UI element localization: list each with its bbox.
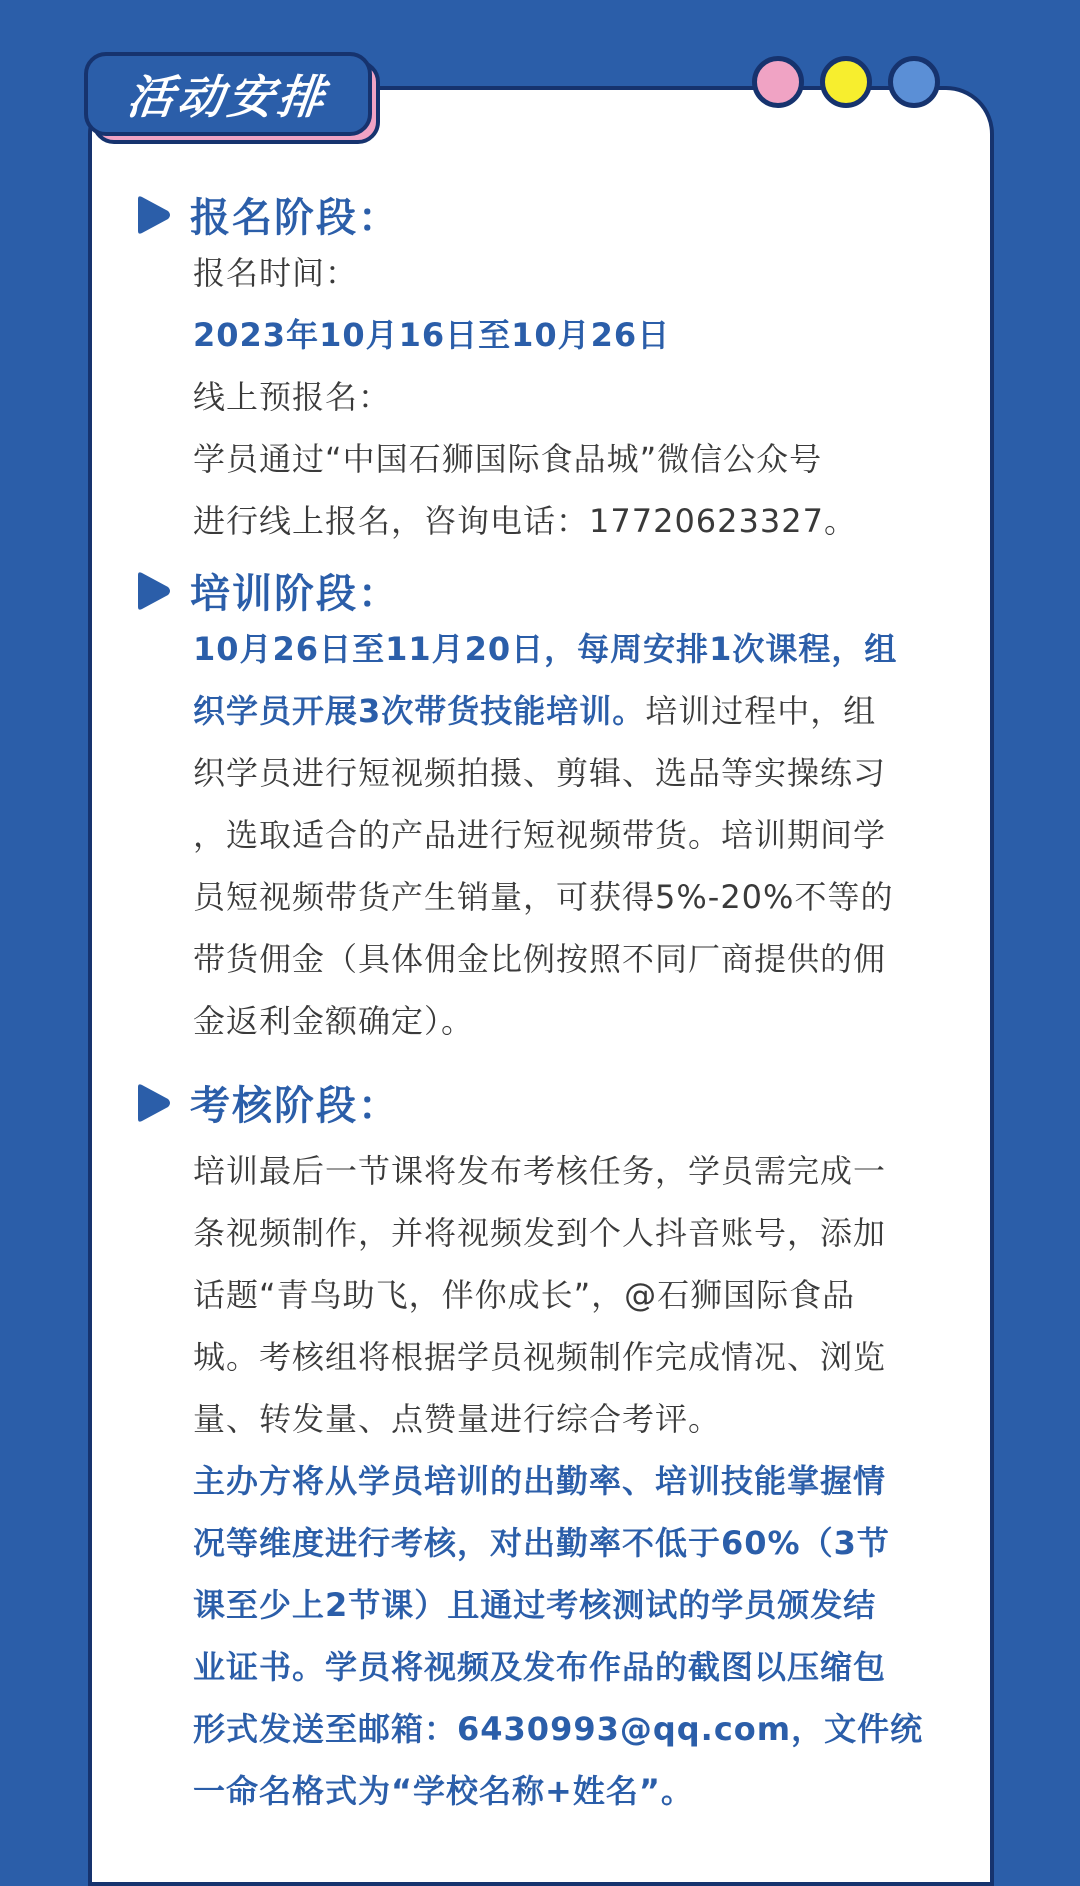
- text-line: [193, 1146, 886, 1192]
- text-line: [193, 1208, 886, 1254]
- text-line: [193, 1704, 923, 1750]
- text-line: [193, 1642, 886, 1688]
- text-line: [193, 1456, 886, 1502]
- pink-dot-icon: [752, 56, 804, 108]
- play-arrow-icon: [134, 195, 172, 235]
- body-text: 条视频制作，并将视频发到个人抖音账号，添加: [193, 1214, 887, 1252]
- text-line: [193, 810, 886, 856]
- text-line: [193, 686, 876, 732]
- body-text: 织学员进行短视频拍摄、剪辑、选品等实操练习: [193, 754, 887, 792]
- text-line: [193, 1518, 890, 1564]
- play-arrow-icon: [134, 571, 172, 611]
- text-line: [193, 372, 391, 418]
- text-line: [193, 872, 893, 918]
- text-line: [193, 934, 886, 980]
- text-line: [193, 1332, 886, 1378]
- text-line: [193, 996, 474, 1042]
- highlighted-text: 2023年10月16日至10月26日: [193, 316, 671, 354]
- text-line: [193, 248, 358, 294]
- text-line: [193, 624, 897, 670]
- section-heading: [134, 1074, 400, 1131]
- blue-dot-icon: [888, 56, 940, 108]
- text-line: [193, 1766, 694, 1812]
- highlighted-text: 课至少上2节课）且通过考核测试的学员颁发结: [193, 1586, 877, 1624]
- text-line: [193, 1270, 855, 1316]
- body-text: 金返利金额确定）。: [193, 1002, 475, 1040]
- highlighted-text: 织学员开展3次带货技能培训。: [193, 692, 646, 730]
- body-text: 线上预报名：: [193, 378, 392, 416]
- highlighted-text: 业证书。学员将视频及发布作品的截图以压缩包: [193, 1648, 887, 1686]
- body-text: 带货佣金（具体佣金比例按照不同厂商提供的佣: [193, 940, 887, 978]
- body-text: 城。考核组将根据学员视频制作完成情况、浏览: [193, 1338, 887, 1376]
- text-line: [193, 496, 857, 542]
- highlighted-text: 况等维度进行考核，对出勤率不低于60%（3节: [193, 1524, 890, 1562]
- body-text: 员短视频带货产生销量，可获得5%-20%不等的: [193, 878, 894, 916]
- page-title: 活动安排: [124, 70, 331, 124]
- title-tab: [84, 52, 372, 136]
- text-line: [193, 310, 670, 356]
- body-text: 报名时间：: [193, 254, 359, 292]
- text-line: [193, 434, 822, 480]
- body-text: ，选取适合的产品进行短视频带货。培训期间学: [193, 816, 887, 854]
- text-line: [193, 1580, 876, 1626]
- body-text: 进行线上报名，咨询电话：17720623327。: [193, 502, 857, 540]
- highlighted-text: 一命名格式为“学校名称+姓名”。: [193, 1772, 694, 1810]
- body-text: 学员通过“中国石狮国际食品城”微信公众号: [193, 440, 823, 478]
- body-text: 培训过程中，组: [645, 692, 877, 730]
- body-text: 话题“青鸟助飞，伴你成长”，@石狮国际食品: [193, 1276, 856, 1314]
- section-heading: [134, 186, 400, 243]
- text-line: [193, 1394, 721, 1440]
- body-text: 培训最后一节课将发布考核任务，学员需完成一: [193, 1152, 887, 1190]
- play-arrow-icon: [134, 1083, 172, 1123]
- highlighted-text: 10月26日至11月20日，每周安排1次课程，组: [193, 630, 898, 668]
- section-title: 报名阶段：: [190, 195, 400, 241]
- section-title: 考核阶段：: [190, 1083, 400, 1129]
- highlighted-text: 主办方将从学员培训的出勤率、培训技能掌握情: [193, 1462, 887, 1500]
- highlighted-text: 形式发送至邮箱：6430993@qq.com，文件统: [193, 1710, 924, 1748]
- section-title: 培训阶段：: [190, 571, 400, 617]
- yellow-dot-icon: [820, 56, 872, 108]
- text-line: [193, 748, 886, 794]
- body-text: 量、转发量、点赞量进行综合考评。: [193, 1400, 722, 1438]
- section-heading: [134, 562, 400, 619]
